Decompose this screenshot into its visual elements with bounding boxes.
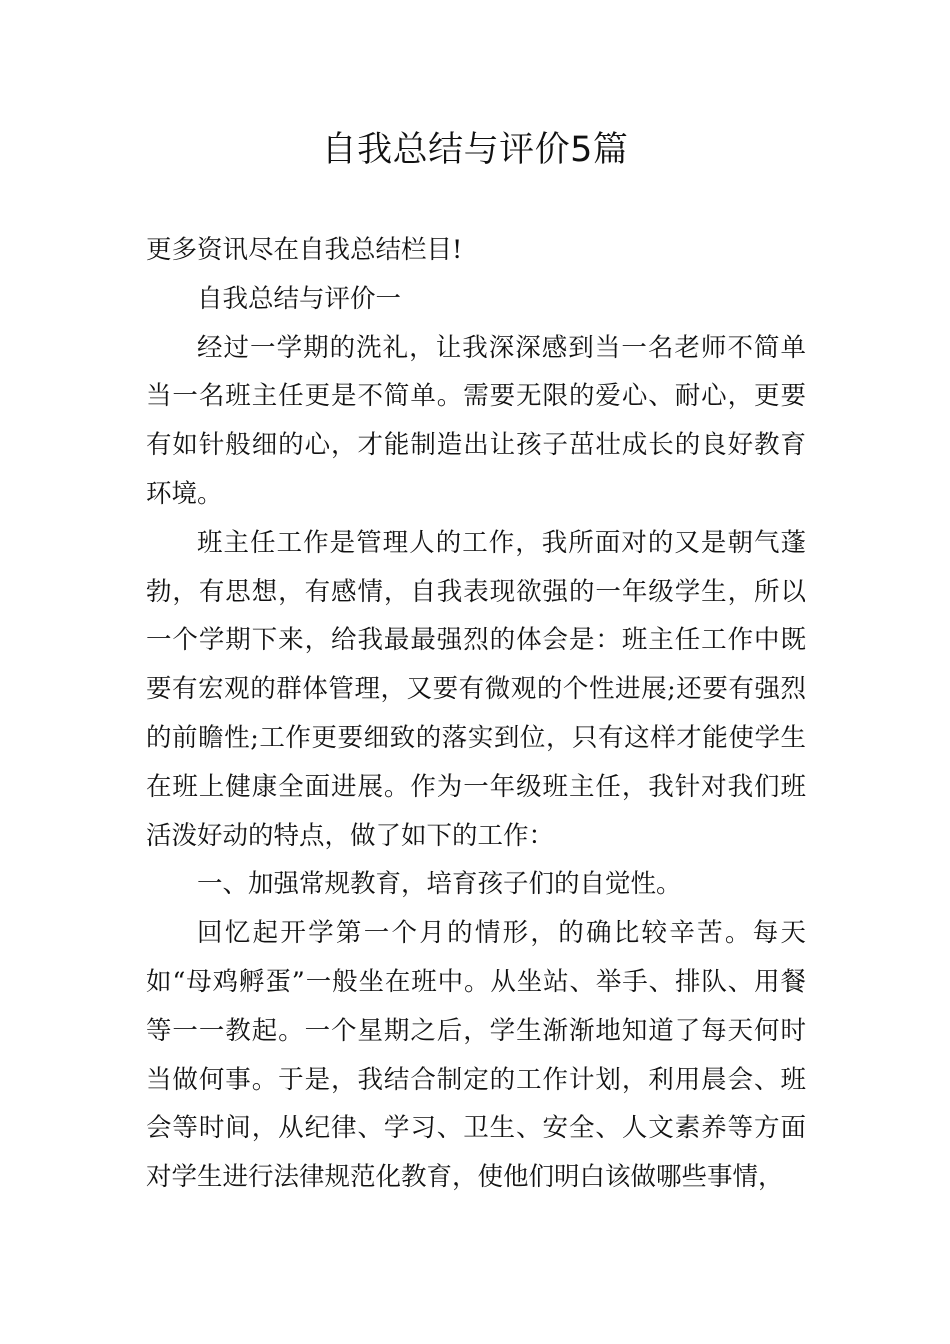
subheading: 一、加强常规教育，培育孩子们的自觉性。 (197, 869, 682, 900)
paragraph: 班主任工作是管理人的工作，我所面对的又是朝气蓬勃，有思想，有感情，自我表现欲强的一年级学生，所以一个学期下来，给我最最强烈的体会是：班主任工作中既要有宏观的群体管理，又要有微观的个性进展;还要有强烈的前瞻性;工作更要细致的落实到位，只有这样才能使学生在班上健康全面进展。作为一年级班主任，我针对我们班活泼好动的特点，做了如下的工作： (146, 527, 806, 851)
document-body (146, 226, 806, 1202)
paragraph: 回忆起开学第一个月的情形，的确比较辛苦。每天如“母鸡孵蛋”一般坐在班中。从坐站、举手、排队、用餐等一一教起。一个星期之后，学生渐渐地知道了每天何时当做何事。于是，我结合制定的工作计划，利用晨会、班会等时间，从纪律、学习、卫生、安全、人文素养等方面对学生进行法律规范化教育，使他们明白该做哪些事情， (146, 918, 806, 1193)
paragraph: 经过一学期的洗礼，让我深深感到当一名老师不简单当一名班主任更是不简单。需要无限的爱心、耐心，更要有如针般细的心，才能制造出让孩子茁壮成长的良好教育环境。 (146, 332, 806, 509)
document-title: 自我总结与评价5篇 (321, 130, 629, 170)
section-heading: 自我总结与评价一 (197, 283, 402, 314)
intro-line: 更多资讯尽在自我总结栏目! (146, 235, 463, 265)
